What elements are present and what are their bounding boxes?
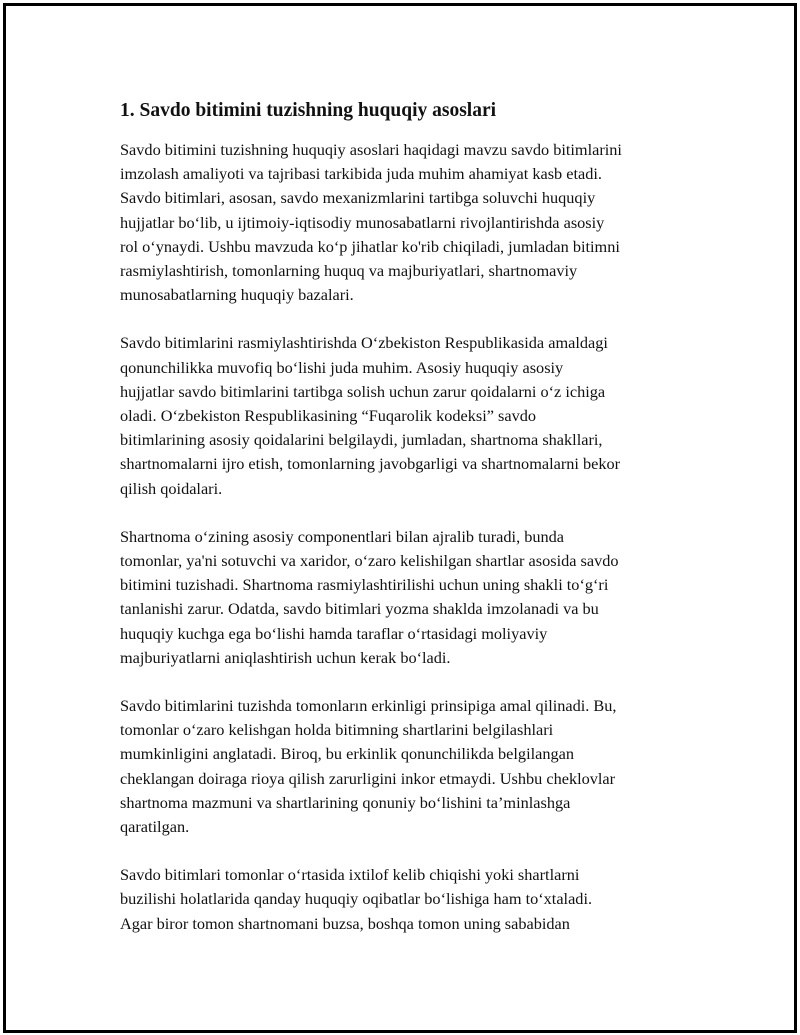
text-line: tomonlar, ya'ni sotuvchi va xaridor, o‘zaro kelishilgan shartlar asosida savdo — [120, 551, 619, 571]
text-line: Agar biror tomon shartnomani buzsa, boshqa tomon uning sababidan — [120, 913, 570, 933]
paragraph — [120, 525, 710, 670]
page-frame — [3, 3, 797, 1033]
text-line: buzilishi holatlarida qanday huquqiy oqibatlar bo‘lishiga ham to‘xtaladi. — [120, 889, 593, 909]
text-line: Savdo bitimlarini tuzishda tomonların erkinligi prinsipiga amal qilinadi. Bu, — [120, 696, 617, 716]
text-line: huquqiy kuchga ega bo‘lishi hamda taraflar o‘rtasidagi moliyaviy — [120, 623, 548, 643]
text-line: rol o‘ynaydi. Ushbu mavzuda ko‘p jihatlar ko'rib chiqiladi, jumladan bitimni — [120, 236, 620, 256]
text-line: rasmiylashtirish, tomonlarning huquq va majburiyatlari, shartnomaviy — [120, 261, 578, 281]
text-line: hujjatlar savdo bitimlarini tartibga solish uchun zarur qoidalarni o‘z ichiga — [120, 381, 606, 401]
text-line: qonunchilikka muvofiq bo‘lishi juda muhim. Asosiy huquqiy asosiy — [120, 357, 564, 377]
text-line: bitimlarining asosiy qoidalarini belgilaydi, jumladan, shartnoma shakllari, — [120, 430, 603, 450]
paragraph — [120, 863, 710, 936]
text-line: Savdo bitimlarini rasmiylashtirishda O‘zbekiston Respublikasida amaldagi — [120, 333, 608, 353]
text-line: Savdo bitimini tuzishning huquqiy asoslari haqidagi mavzu savdo bitimlarini — [120, 140, 622, 159]
text-line: mumkinligini anglatadi. Biroq, bu erkinlik qonunchilikda belgilangan — [120, 744, 574, 764]
text-line: hujjatlar bo‘lib, u ijtimoiy-iqtisodiy munosabatlarni rivojlantirishda asosiy — [120, 212, 605, 232]
text-line: Savdo bitimlari tomonlar o‘rtasida ixtilof kelib chiqishi yoki shartlarni — [120, 865, 580, 885]
text-line: shartnoma mazmuni va shartlarining qonuniy bo‘lishini ta’minlashga — [120, 792, 571, 812]
paragraph — [120, 138, 710, 307]
text-line: Shartnoma o‘zining asosiy componentlari bilan ajralib turadi, bunda — [120, 526, 565, 546]
text-line: cheklangan doiraga rioya qilish zarurligini inkor etmaydi. Ushbu cheklovlar — [120, 768, 616, 788]
text-line: oladi. O‘zbekiston Respublikasining “Fuqarolik kodeksi” savdo — [120, 406, 537, 426]
text-line: shartnomalarni ijro etish, tomonlarning javobgarligi va shartnomalarni bekor — [120, 454, 621, 474]
text-line: qaratilgan. — [120, 817, 190, 837]
text-line: bitimini tuzishadi. Shartnoma rasmiylashtirilishi uchun uning shakli to‘g‘ri — [120, 575, 609, 595]
text-line: imzolash amaliyoti va tajribasi tarkibida juda muhim ahamiyat kasb etadi. — [120, 164, 602, 184]
paragraph — [120, 331, 710, 500]
text-line: tomonlar o‘zaro kelishgan holda bitimning shartlarini belgilashlari — [120, 720, 554, 740]
text-line: qilish qoidalari. — [120, 478, 223, 498]
paragraph — [120, 694, 710, 839]
text-line: tanlanishi zarur. Odatda, savdo bitimlari yozma shaklda imzolanadi va bu — [120, 599, 599, 619]
text-line: majburiyatlarni aniqlashtirish uchun kerak bo‘ladi. — [120, 647, 451, 667]
section-heading: 1. Savdo bitimini tuzishning huquqiy asoslari — [120, 100, 497, 121]
text-line: Savdo bitimlari, asosan, savdo mexanizmlarini tartibga soluvchi huquqiy — [120, 188, 596, 208]
text-line: munosabatlarning huquqiy bazalari. — [120, 285, 354, 305]
document-body — [120, 98, 710, 960]
